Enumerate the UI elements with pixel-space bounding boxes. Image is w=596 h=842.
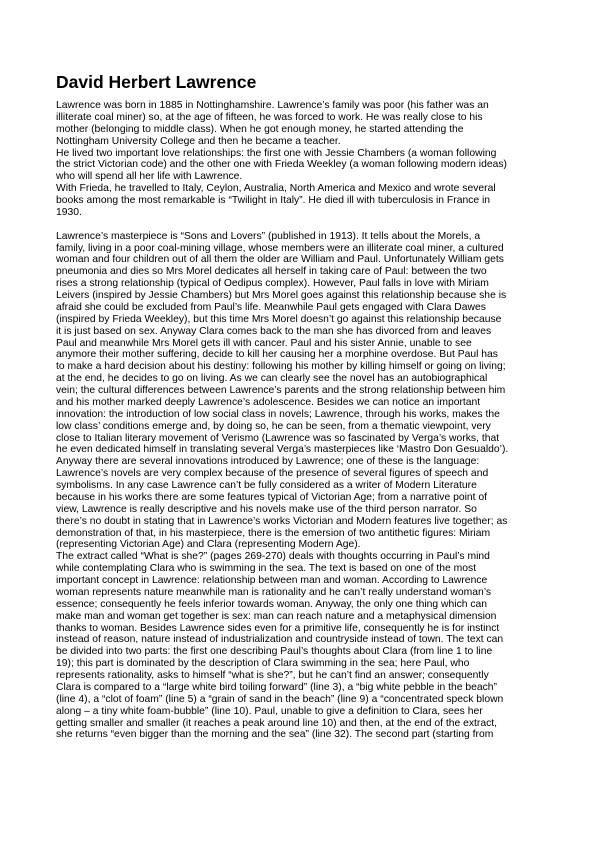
- text-line: Anyway there are several innovations introduced by Lawrence; one of these is the language:: [56, 456, 480, 468]
- text-line: family, living in a poor coal-mining village, whose members were an illiterate coal miner, a cultured: [56, 242, 504, 254]
- document-body: [56, 100, 546, 741]
- text-line: The extract called “What is she?” (pages 269-270) deals with thoughts occurring in Paul’s mind: [56, 551, 490, 563]
- text-line: Nottingham University College and then he became a teacher.: [56, 135, 341, 147]
- text-line: With Frieda, he travelled to Italy, Ceylon, Australia, North America and Mexico and wrote several: [56, 183, 496, 195]
- text-line: make man and woman get together is sex: man can reach nature and a metaphysical dimension: [56, 610, 497, 622]
- text-line: (inspired by Frieda Weekley), but this time Mrs Morel doesn’t go against this relationship because: [56, 313, 502, 325]
- text-line: 1930.: [56, 206, 82, 218]
- text-line: be divided into two parts: the first one describing Paul’s thoughts about Clara (from line 1 to line: [56, 646, 493, 658]
- text-line: and his mother marked deeply Lawrence’s adolescence. Besides we can notice an important: [56, 396, 481, 408]
- text-line: afraid she could be excluded from Paul’s life. Meanwhile Paul gets engaged with Clara Dawes: [56, 301, 486, 313]
- paragraph: [56, 551, 546, 741]
- text-line: rises a strong relationship (typical of Oedipus complex). However, Paul falls in love with Miriam: [56, 278, 489, 290]
- text-line: (representing Victorian Age) and Clara (representing Modern Age).: [56, 539, 361, 551]
- document-title: David Herbert Lawrence: [56, 72, 257, 92]
- text-line: low class’ conditions emerge and, by doing so, he can be seen, from a thematic viewpoint, very: [56, 420, 491, 432]
- text-line: he even dedicated himself in translating several Verga’s masterpieces like ‘Mastro Don Gesualdo’).: [56, 444, 509, 456]
- text-line: pneumonia and dies so Mrs Morel dedicates all herself in taking care of Paul: between the two: [56, 266, 487, 278]
- text-line: Paul and meanwhile Mrs Morel gets ill with cancer. Paul and his sister Annie, unable to see: [56, 337, 472, 349]
- text-line: getting smaller and smaller (it reaches a peak around line 10) and then, at the end of the extract,: [56, 717, 498, 729]
- text-line: He lived two important love relationships: the first one with Jessie Chambers (a woman following: [56, 147, 497, 159]
- text-line: Lawrence was born in 1885 in Nottinghamshire. Lawrence’s family was poor (his father was an: [56, 100, 489, 111]
- text-line: important concept in Lawrence: relationship between man and woman. According to Lawrence: [56, 575, 488, 586]
- text-line: Clara is compared to a “large white bird toiling forward” (line 3), a “big white pebble in the beach”: [56, 681, 497, 693]
- text-line: it is just based on sex. Anyway Clara comes back to the man she has divorced from and leaves: [56, 325, 492, 337]
- text-line: Leivers (inspired by Jessie Chambers) but Mrs Morel goes against this relationship because she is: [56, 290, 507, 301]
- paragraph: [56, 148, 546, 184]
- text-line: woman represents nature meanwhile man is rationality and he can’t really understand woman’s: [56, 586, 492, 598]
- text-line: mother (belonging to middle class). When he got enough money, he started attending the: [56, 123, 464, 135]
- text-line: illiterate coal miner) so, at the age of fifteen, he was forced to work. He was really close to his: [56, 111, 483, 123]
- text-line: who will spend all her life with Lawrence.: [56, 171, 243, 183]
- text-line: to make a hard decision about his destiny: following his mother by killing himself or going on living;: [56, 361, 506, 373]
- text-line: Lawrence’s masterpiece is “Sons and Lovers” (published in 1913). It tells about the Morels, a: [56, 230, 481, 242]
- text-line: 19); this part is dominated by the description of Clara swimming in the sea; here Paul, who: [56, 658, 470, 670]
- text-line: view, Lawrence is really descriptive and his novels make use of the third person narrator. So: [56, 503, 477, 515]
- text-line: instead of reason, nature instead of industrialization and countryside instead of town. The text can: [56, 634, 504, 646]
- paragraph: [56, 100, 546, 148]
- text-line: at the end, he decides to go on living. As we can clearly see the novel has an autobiographical: [56, 373, 488, 385]
- text-line: (line 4), a “clot of foam” (line 5) a “grain of sand in the beach” (line 9) a “concentrated speck blown: [56, 693, 504, 705]
- text-line: while contemplating Clara who is swimming in the sea. The text is based on one of the most: [56, 563, 477, 575]
- text-line: anymore their mother suffering, decide to kill her causing her a morphine overdose. But Paul has: [56, 349, 498, 361]
- text-line: the strict Victorian code) and the other one with Frieda Weekley (a woman following modern ideas): [56, 159, 507, 171]
- text-line: because in his works there are some features typical of Victorian Age; from a narrative point of: [56, 491, 488, 503]
- text-line: there’s no doubt in stating that in Lawrence’s works Victorian and Modern features live together; as: [56, 515, 508, 527]
- text-line: demonstration of that, in his masterpiece, there is the emersion of two antithetic figures: Miriam: [56, 527, 491, 539]
- text-line: thanks to woman. Besides Lawrence sides even for a primitive life, consequently he is for instinct: [56, 622, 500, 634]
- text-line: books among the most remarkable is “Twilight in Italy”. He died ill with tuberculosis in France in: [56, 195, 491, 206]
- paragraph-gap: [56, 219, 546, 231]
- text-line: woman and four children out of all them the older are William and Paul. Unfortunately William gets: [56, 254, 504, 266]
- text-line: vein; the cultural differences between Lawrence’s parents and the strong relationship between him: [56, 385, 506, 396]
- text-line: she returns “even bigger than the morning and the sea” (line 32). The second part (starting from: [56, 729, 494, 741]
- text-line: essence; consequently he feels inferior towards woman. Anyway, the only one thing which can: [56, 598, 488, 610]
- text-line: innovation: the introduction of low social class in novels; Lawrence, through his works, makes the: [56, 408, 500, 420]
- text-line: symbolisms. In any case Lawrence can’t be fully considered as a writer of Modern Literature: [56, 480, 477, 491]
- text-line: represents rationality, asks to himself “what is she?”, but he can’t find an answer; consequently: [56, 670, 489, 681]
- text-line: Lawrence’s novels are very complex because of the presence of several figures of speech and: [56, 468, 489, 480]
- text-line: close to Italian literary movement of Verismo (Lawrence was so fascinated by Verga’s works, that: [56, 432, 500, 444]
- text-line: along – a tiny white foam-bubble” (line 10). Paul, unable to give a definition to Clara, sees her: [56, 705, 483, 717]
- paragraph: [56, 231, 546, 552]
- paragraph: [56, 183, 546, 219]
